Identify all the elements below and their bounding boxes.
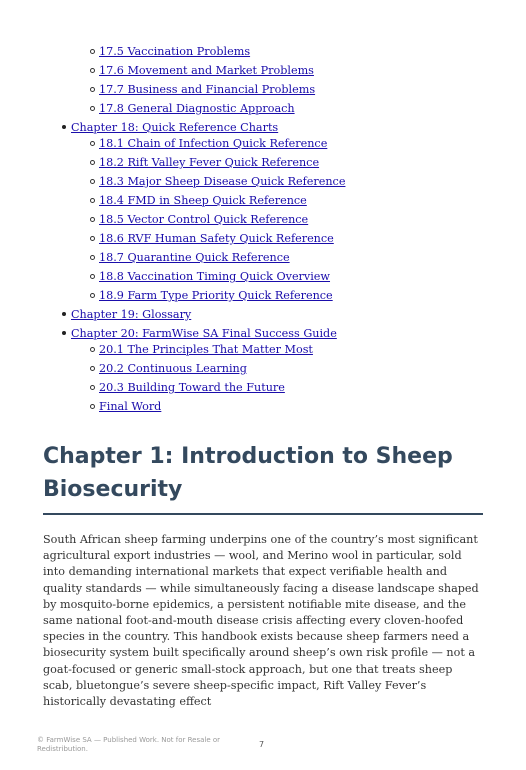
circle-bullet-icon	[90, 217, 95, 222]
disc-bullet-icon	[62, 331, 66, 335]
toc-item[interactable]	[90, 246, 290, 265]
circle-bullet-icon	[90, 385, 95, 390]
toc-link[interactable]: Chapter 18: Quick Reference Charts	[71, 121, 279, 134]
toc-item[interactable]	[90, 170, 345, 189]
toc-item[interactable]	[90, 151, 319, 170]
title-divider	[43, 513, 483, 515]
toc-link[interactable]: 18.8 Vaccination Timing Quick Overview	[99, 270, 331, 283]
circle-bullet-icon	[90, 106, 95, 111]
toc-item[interactable]	[90, 376, 285, 395]
circle-bullet-icon	[90, 274, 95, 279]
toc-link[interactable]: 18.5 Vector Control Quick Reference	[99, 213, 309, 226]
toc-link[interactable]: 17.6 Movement and Market Problems	[99, 64, 314, 77]
toc-item[interactable]	[90, 357, 247, 376]
toc-item[interactable]	[90, 189, 307, 208]
toc-link[interactable]: 18.1 Chain of Infection Quick Reference	[99, 137, 328, 150]
chapter-body: South African sheep farming underpins one of the country’s most significant agricultural export industries — wool, and Merino wool in particular, sold into demanding international markets that expect verifiable health and quality standards — while simultaneously facing a disease landscape shaped by mosquito-borne epidemics, a persistent notifiable mite disease, and the same national foot-and-mouth disease crisis affecting every cloven-hoofed species in the country. This handbook exists because sheep farmers need a biosecurity system built specifically around sheep’s own risk profile — not a goat-focused or generic small-stock approach, but one that treats sheep scab, bluetongue’s severe sheep-specific impact, Rift Valley Fever’s historically devastating effect	[43, 533, 479, 709]
toc-item[interactable]	[90, 227, 334, 246]
toc-item[interactable]	[90, 59, 314, 78]
circle-bullet-icon	[90, 255, 95, 260]
toc-link[interactable]: 20.1 The Principles That Matter Most	[99, 343, 313, 356]
toc-link[interactable]: 18.2 Rift Valley Fever Quick Reference	[99, 156, 320, 169]
toc-chapter[interactable]	[62, 303, 191, 322]
toc-link[interactable]: Chapter 20: FarmWise SA Final Success Guide	[71, 327, 337, 340]
circle-bullet-icon	[90, 236, 95, 241]
disc-bullet-icon	[62, 125, 66, 129]
toc-link[interactable]: 17.8 General Diagnostic Approach	[99, 102, 295, 115]
toc-link[interactable]: 18.7 Quarantine Quick Reference	[99, 251, 290, 264]
circle-bullet-icon	[90, 179, 95, 184]
toc-link[interactable]: 17.5 Vaccination Problems	[99, 45, 251, 58]
chapter-title: Chapter 1: Introduction to Sheep Biosecurity	[43, 444, 453, 502]
toc-link[interactable]: 20.2 Continuous Learning	[99, 362, 247, 375]
circle-bullet-icon	[90, 49, 95, 54]
circle-bullet-icon	[90, 198, 95, 203]
toc-link[interactable]: 18.4 FMD in Sheep Quick Reference	[99, 194, 307, 207]
circle-bullet-icon	[90, 141, 95, 146]
toc-link[interactable]: 18.3 Major Sheep Disease Quick Reference	[99, 175, 346, 188]
toc-item[interactable]	[90, 208, 308, 227]
circle-bullet-icon	[90, 68, 95, 73]
toc-item[interactable]	[90, 78, 315, 97]
circle-bullet-icon	[90, 87, 95, 92]
page-number: 7	[259, 740, 265, 749]
toc-item[interactable]	[90, 284, 333, 303]
toc-link[interactable]: 18.9 Farm Type Priority Quick Reference	[99, 289, 333, 302]
toc-link[interactable]: Final Word	[99, 400, 162, 413]
toc-link[interactable]: 18.6 RVF Human Safety Quick Reference	[99, 232, 334, 245]
circle-bullet-icon	[90, 404, 95, 409]
toc-item[interactable]	[90, 40, 250, 59]
toc-item[interactable]	[90, 97, 295, 116]
toc-link[interactable]: 20.3 Building Toward the Future	[99, 381, 285, 394]
circle-bullet-icon	[90, 366, 95, 371]
toc-link[interactable]: Chapter 19: Glossary	[71, 308, 192, 321]
toc-item[interactable]	[90, 132, 327, 151]
disc-bullet-icon	[62, 312, 66, 316]
toc-item[interactable]	[90, 265, 330, 284]
footer-copyright: © FarmWise SA — Published Work. Not for Resale or Redistribution.	[37, 736, 221, 753]
circle-bullet-icon	[90, 160, 95, 165]
toc-item[interactable]	[90, 338, 313, 357]
toc-item[interactable]	[90, 395, 161, 414]
circle-bullet-icon	[90, 347, 95, 352]
toc-link[interactable]: 17.7 Business and Financial Problems	[99, 83, 316, 96]
circle-bullet-icon	[90, 293, 95, 298]
